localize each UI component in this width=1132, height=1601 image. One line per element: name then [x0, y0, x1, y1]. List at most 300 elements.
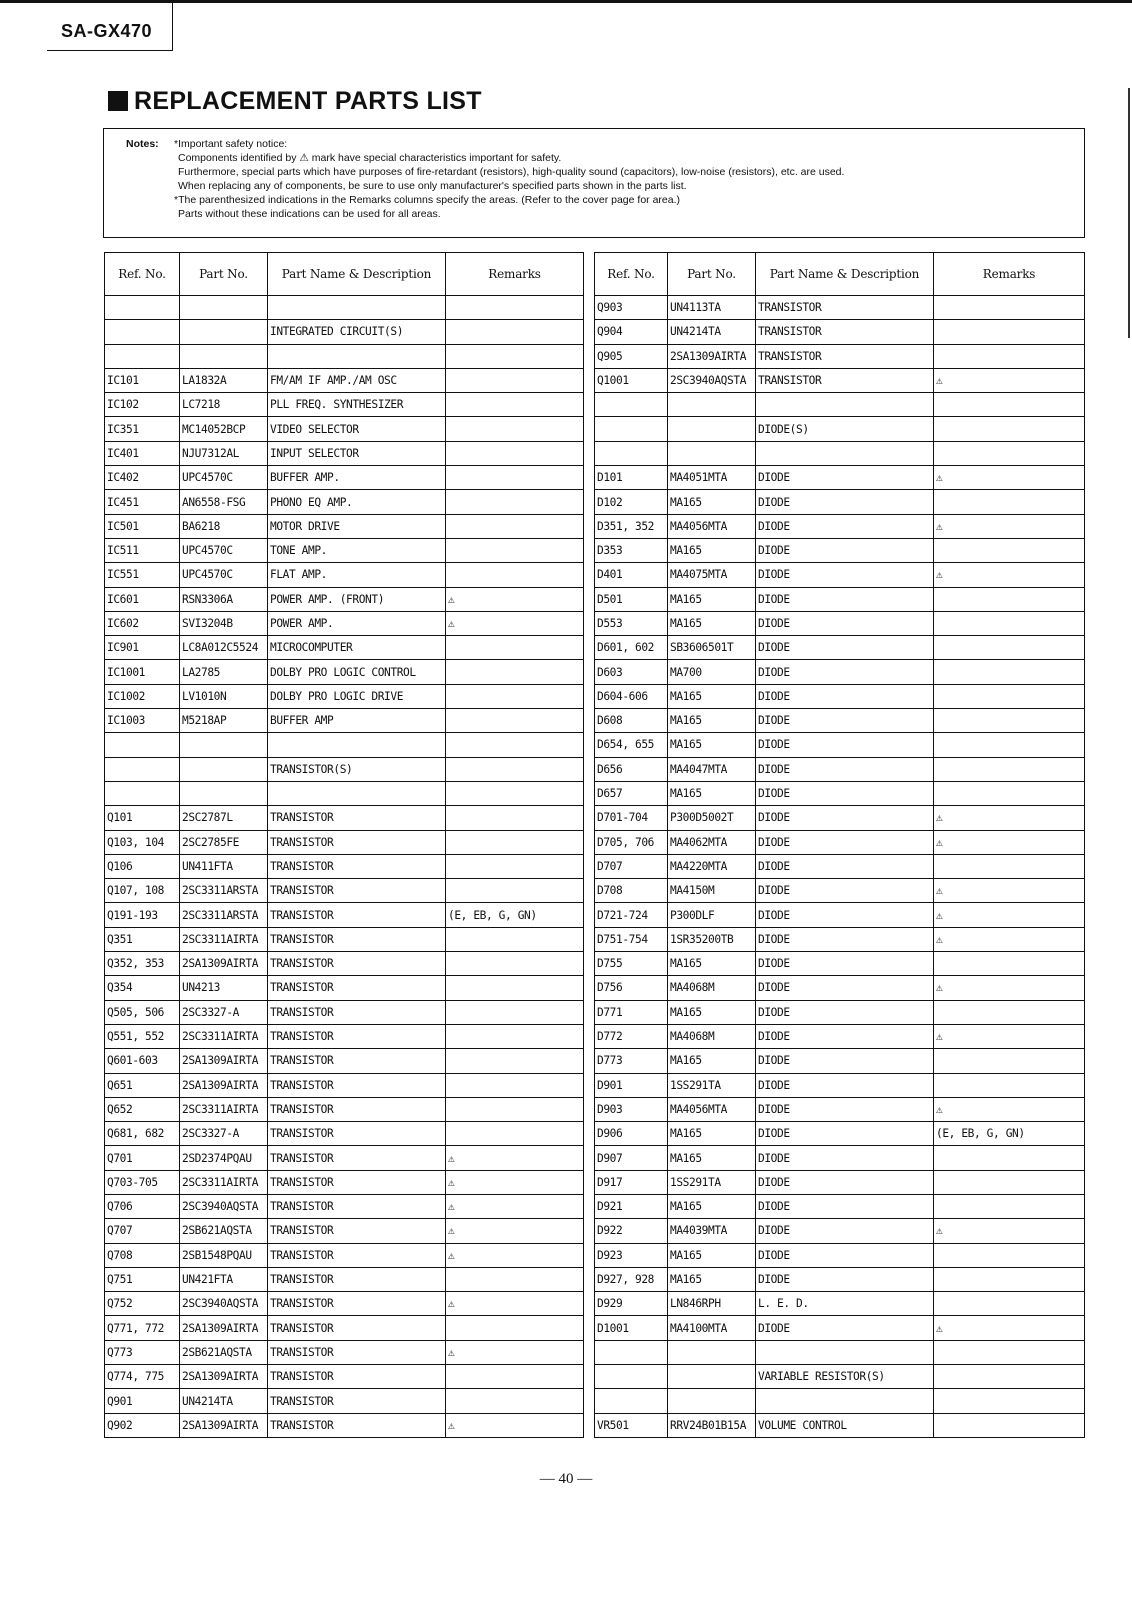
- remarks-cell: (E, EB, G, GN): [446, 903, 584, 927]
- ref-no-cell: [595, 441, 668, 465]
- description-cell: MOTOR DRIVE: [268, 514, 446, 538]
- remarks-cell: [934, 1365, 1085, 1389]
- remarks-cell: [446, 684, 584, 708]
- ref-no-cell: Q101: [105, 806, 180, 830]
- remarks-cell: [934, 344, 1085, 368]
- table-row: [105, 879, 584, 903]
- table-row: [105, 709, 584, 733]
- ref-no-cell: Q1001: [595, 368, 668, 392]
- remarks-cell: [446, 344, 584, 368]
- remarks-cell: [446, 636, 584, 660]
- table-row: [105, 1243, 584, 1267]
- table-row: [105, 1000, 584, 1024]
- ref-no-cell: IC102: [105, 393, 180, 417]
- ref-no-cell: [105, 733, 180, 757]
- description-cell: TRANSISTOR: [268, 1000, 446, 1024]
- col-description: Part Name & Description: [756, 253, 934, 296]
- part-no-cell: LA1832A: [180, 368, 268, 392]
- remarks-cell: [934, 490, 1085, 514]
- remarks-cell: ⚠: [934, 830, 1085, 854]
- part-no-cell: MA4062MTA: [668, 830, 756, 854]
- description-cell: TRANSISTOR: [268, 927, 446, 951]
- col-remarks: Remarks: [934, 253, 1085, 296]
- ref-no-cell: IC602: [105, 611, 180, 635]
- ref-no-cell: [595, 393, 668, 417]
- table-row: [105, 1267, 584, 1291]
- remarks-cell: [934, 733, 1085, 757]
- remarks-cell: ⚠: [446, 1170, 584, 1194]
- description-cell: TRANSISTOR: [268, 1097, 446, 1121]
- table-row: [105, 466, 584, 490]
- description-cell: DIODE: [756, 781, 934, 805]
- ref-no-cell: D907: [595, 1146, 668, 1170]
- table-row: [595, 1316, 1085, 1340]
- part-no-cell: 2SC3311ARSTA: [180, 903, 268, 927]
- ref-no-cell: Q701: [105, 1146, 180, 1170]
- description-cell: TRANSISTOR: [268, 830, 446, 854]
- remarks-cell: ⚠: [934, 927, 1085, 951]
- note-line: When replacing any of components, be sure to use only manufacturer's specified parts shown in the parts list.: [178, 180, 687, 192]
- ref-no-cell: D1001: [595, 1316, 668, 1340]
- table-row: [105, 320, 584, 344]
- ref-no-cell: IC101: [105, 368, 180, 392]
- table-row: [595, 466, 1085, 490]
- part-no-cell: SVI3204B: [180, 611, 268, 635]
- part-no-cell: MA4068M: [668, 1024, 756, 1048]
- table-row: [595, 733, 1085, 757]
- description-cell: INTEGRATED CIRCUIT(S): [268, 320, 446, 344]
- note-line: Parts without these indications can be used for all areas.: [178, 208, 441, 220]
- part-no-cell: AN6558-FSG: [180, 490, 268, 514]
- table-row: [595, 952, 1085, 976]
- part-no-cell: MA165: [668, 1122, 756, 1146]
- ref-no-cell: Q505, 506: [105, 1000, 180, 1024]
- table-row: [105, 368, 584, 392]
- table-row: [595, 903, 1085, 927]
- part-no-cell: MA4051MTA: [668, 466, 756, 490]
- description-cell: DIODE: [756, 709, 934, 733]
- description-cell: TONE AMP.: [268, 538, 446, 562]
- remarks-cell: [446, 1122, 584, 1146]
- part-no-cell: MA165: [668, 1146, 756, 1170]
- remarks-cell: [446, 879, 584, 903]
- description-cell: DIODE: [756, 1267, 934, 1291]
- part-no-cell: BA6218: [180, 514, 268, 538]
- remarks-cell: [446, 1316, 584, 1340]
- description-cell: DIODE: [756, 854, 934, 878]
- remarks-cell: [934, 709, 1085, 733]
- description-cell: FLAT AMP.: [268, 563, 446, 587]
- part-no-cell: LV1010N: [180, 684, 268, 708]
- description-cell: TRANSISTOR: [268, 806, 446, 830]
- table-row: [595, 854, 1085, 878]
- remarks-cell: [446, 757, 584, 781]
- part-no-cell: 2SB621AQSTA: [180, 1340, 268, 1364]
- part-no-cell: MA165: [668, 1049, 756, 1073]
- ref-no-cell: Q103, 104: [105, 830, 180, 854]
- description-cell: PHONO EQ AMP.: [268, 490, 446, 514]
- table-row: [105, 587, 584, 611]
- part-no-cell: MA165: [668, 1000, 756, 1024]
- ref-no-cell: Q706: [105, 1194, 180, 1218]
- ref-no-cell: Q902: [105, 1413, 180, 1437]
- remarks-cell: [934, 1194, 1085, 1218]
- part-no-cell: M5218AP: [180, 709, 268, 733]
- col-part-no: Part No.: [180, 253, 268, 296]
- ref-no-cell: Q191-193: [105, 903, 180, 927]
- part-no-cell: 2SC3327-A: [180, 1000, 268, 1024]
- table-row: [595, 1413, 1085, 1437]
- ref-no-cell: D656: [595, 757, 668, 781]
- remarks-cell: [934, 538, 1085, 562]
- part-no-cell: 1SS291TA: [668, 1170, 756, 1194]
- table-row: [105, 927, 584, 951]
- part-no-cell: P300D5002T: [668, 806, 756, 830]
- ref-no-cell: D755: [595, 952, 668, 976]
- table-row: [595, 660, 1085, 684]
- description-cell: INPUT SELECTOR: [268, 441, 446, 465]
- ref-no-cell: D906: [595, 1122, 668, 1146]
- ref-no-cell: VR501: [595, 1413, 668, 1437]
- remarks-cell: [446, 1389, 584, 1413]
- part-no-cell: MA165: [668, 587, 756, 611]
- table-row: [595, 976, 1085, 1000]
- description-cell: TRANSISTOR: [268, 1049, 446, 1073]
- part-no-cell: UN4214TA: [180, 1389, 268, 1413]
- part-no-cell: UN411FTA: [180, 854, 268, 878]
- remarks-cell: [446, 1049, 584, 1073]
- remarks-cell: [446, 806, 584, 830]
- parts-table-right: [594, 252, 1085, 1438]
- description-cell: DIODE: [756, 538, 934, 562]
- part-no-cell: 1SS291TA: [668, 1073, 756, 1097]
- part-no-cell: MC14052BCP: [180, 417, 268, 441]
- ref-no-cell: D102: [595, 490, 668, 514]
- description-cell: TRANSISTOR: [268, 1389, 446, 1413]
- part-no-cell: MA4075MTA: [668, 563, 756, 587]
- table-row: [595, 1389, 1085, 1413]
- part-no-cell: MA165: [668, 952, 756, 976]
- ref-no-cell: Q707: [105, 1219, 180, 1243]
- part-no-cell: 2SA1309AIRTA: [180, 1073, 268, 1097]
- remarks-cell: ⚠: [934, 903, 1085, 927]
- ref-no-cell: Q708: [105, 1243, 180, 1267]
- description-cell: DIODE: [756, 1122, 934, 1146]
- description-cell: [756, 393, 934, 417]
- remarks-cell: [934, 781, 1085, 805]
- part-no-cell: LN846RPH: [668, 1292, 756, 1316]
- part-no-cell: [668, 1389, 756, 1413]
- table-row: [105, 1413, 584, 1437]
- remarks-cell: [934, 1292, 1085, 1316]
- remarks-cell: [934, 320, 1085, 344]
- part-no-cell: 1SR35200TB: [668, 927, 756, 951]
- description-cell: TRANSISTOR: [268, 1122, 446, 1146]
- table-header-row: [105, 253, 584, 296]
- description-cell: [756, 441, 934, 465]
- table-row: [105, 538, 584, 562]
- table-row: [105, 660, 584, 684]
- description-cell: TRANSISTOR: [756, 320, 934, 344]
- remarks-cell: ⚠: [446, 1146, 584, 1170]
- ref-no-cell: Q651: [105, 1073, 180, 1097]
- part-no-cell: MA165: [668, 490, 756, 514]
- table-row: [595, 490, 1085, 514]
- remarks-cell: [934, 1413, 1085, 1437]
- ref-no-cell: Q551, 552: [105, 1024, 180, 1048]
- remarks-cell: ⚠: [934, 368, 1085, 392]
- part-no-cell: P300DLF: [668, 903, 756, 927]
- table-row: [595, 538, 1085, 562]
- col-ref-no: Ref. No.: [105, 253, 180, 296]
- ref-no-cell: D604-606: [595, 684, 668, 708]
- remarks-cell: [446, 393, 584, 417]
- description-cell: DIODE: [756, 1219, 934, 1243]
- remarks-cell: [446, 1024, 584, 1048]
- description-cell: [268, 781, 446, 805]
- part-no-cell: UPC4570C: [180, 563, 268, 587]
- description-cell: TRANSISTOR: [756, 368, 934, 392]
- ref-no-cell: D101: [595, 466, 668, 490]
- part-no-cell: 2SC3311AIRTA: [180, 1170, 268, 1194]
- ref-no-cell: D553: [595, 611, 668, 635]
- part-no-cell: UN4113TA: [668, 296, 756, 320]
- table-row: [105, 393, 584, 417]
- table-row: [105, 296, 584, 320]
- remarks-cell: [446, 538, 584, 562]
- description-cell: DIODE: [756, 660, 934, 684]
- remarks-cell: [446, 952, 584, 976]
- ref-no-cell: IC601: [105, 587, 180, 611]
- part-no-cell: LC8A012C5524: [180, 636, 268, 660]
- ref-no-cell: [595, 417, 668, 441]
- remarks-cell: [446, 1000, 584, 1024]
- remarks-cell: [934, 441, 1085, 465]
- ref-no-cell: Q652: [105, 1097, 180, 1121]
- description-cell: TRANSISTOR: [268, 1267, 446, 1291]
- description-cell: TRANSISTOR: [268, 1024, 446, 1048]
- ref-no-cell: D751-754: [595, 927, 668, 951]
- part-no-cell: [180, 320, 268, 344]
- part-no-cell: MA165: [668, 781, 756, 805]
- table-row: [105, 514, 584, 538]
- description-cell: TRANSISTOR: [268, 1340, 446, 1364]
- remarks-cell: [934, 1243, 1085, 1267]
- remarks-cell: [446, 441, 584, 465]
- table-row: [105, 1219, 584, 1243]
- description-cell: DIODE: [756, 636, 934, 660]
- table-row: [105, 1097, 584, 1121]
- remarks-cell: ⚠: [934, 563, 1085, 587]
- ref-no-cell: D721-724: [595, 903, 668, 927]
- table-row: [105, 903, 584, 927]
- model-tab: [47, 3, 173, 51]
- ref-no-cell: D756: [595, 976, 668, 1000]
- description-cell: TRANSISTOR: [268, 1146, 446, 1170]
- table-row: [105, 1146, 584, 1170]
- part-no-cell: UPC4570C: [180, 538, 268, 562]
- description-cell: DIODE: [756, 563, 934, 587]
- table-row: [595, 879, 1085, 903]
- table-row: [595, 1365, 1085, 1389]
- table-row: [595, 1170, 1085, 1194]
- table-row: [595, 1049, 1085, 1073]
- table-row: [105, 417, 584, 441]
- table-row: [105, 806, 584, 830]
- ref-no-cell: Q351: [105, 927, 180, 951]
- ref-no-cell: D501: [595, 587, 668, 611]
- section-heading: [108, 86, 482, 116]
- description-cell: PLL FREQ. SYNTHESIZER: [268, 393, 446, 417]
- ref-no-cell: D923: [595, 1243, 668, 1267]
- part-no-cell: [668, 1365, 756, 1389]
- table-row: [595, 1122, 1085, 1146]
- parts-rows-left: [105, 296, 584, 1438]
- part-no-cell: MA4056MTA: [668, 514, 756, 538]
- part-no-cell: SB3606501T: [668, 636, 756, 660]
- table-row: [595, 1000, 1085, 1024]
- notes-label: Notes:: [126, 138, 159, 150]
- description-cell: TRANSISTOR: [756, 344, 934, 368]
- table-row: [595, 393, 1085, 417]
- remarks-cell: ⚠: [934, 1097, 1085, 1121]
- part-no-cell: UN421FTA: [180, 1267, 268, 1291]
- remarks-cell: [934, 1049, 1085, 1073]
- part-no-cell: MA165: [668, 611, 756, 635]
- description-cell: BUFFER AMP.: [268, 466, 446, 490]
- table-header-row: [595, 253, 1085, 296]
- description-cell: DIODE: [756, 1146, 934, 1170]
- ref-no-cell: [595, 1365, 668, 1389]
- table-row: [595, 757, 1085, 781]
- ref-no-cell: Q601-603: [105, 1049, 180, 1073]
- remarks-cell: ⚠: [934, 879, 1085, 903]
- part-no-cell: 2SB621AQSTA: [180, 1219, 268, 1243]
- ref-no-cell: [105, 296, 180, 320]
- table-row: [105, 1340, 584, 1364]
- ref-no-cell: Q354: [105, 976, 180, 1000]
- remarks-cell: [446, 976, 584, 1000]
- remarks-cell: [446, 854, 584, 878]
- description-cell: [268, 296, 446, 320]
- part-no-cell: RSN3306A: [180, 587, 268, 611]
- remarks-cell: [934, 1340, 1085, 1364]
- remarks-cell: [446, 660, 584, 684]
- part-no-cell: 2SD2374PQAU: [180, 1146, 268, 1170]
- ref-no-cell: [105, 781, 180, 805]
- note-line: Components identified by ⚠ mark have special characteristics important for safety.: [178, 152, 562, 164]
- description-cell: DIODE: [756, 879, 934, 903]
- part-no-cell: MA165: [668, 1194, 756, 1218]
- part-no-cell: [180, 344, 268, 368]
- remarks-cell: [934, 952, 1085, 976]
- table-row: [595, 806, 1085, 830]
- table-row: [595, 563, 1085, 587]
- part-no-cell: UN4214TA: [668, 320, 756, 344]
- remarks-cell: [934, 757, 1085, 781]
- ref-no-cell: D705, 706: [595, 830, 668, 854]
- ref-no-cell: D353: [595, 538, 668, 562]
- remarks-cell: [934, 296, 1085, 320]
- ref-no-cell: D921: [595, 1194, 668, 1218]
- part-no-cell: MA4056MTA: [668, 1097, 756, 1121]
- remarks-cell: [934, 417, 1085, 441]
- remarks-cell: [446, 466, 584, 490]
- part-no-cell: MA4150M: [668, 879, 756, 903]
- description-cell: DIODE: [756, 927, 934, 951]
- description-cell: DIODE: [756, 1194, 934, 1218]
- description-cell: DIODE: [756, 903, 934, 927]
- part-no-cell: 2SA1309AIRTA: [180, 1316, 268, 1340]
- ref-no-cell: Q352, 353: [105, 952, 180, 976]
- description-cell: DIODE: [756, 684, 934, 708]
- ref-no-cell: IC1003: [105, 709, 180, 733]
- remarks-cell: [446, 417, 584, 441]
- table-row: [105, 1073, 584, 1097]
- part-no-cell: MA4039MTA: [668, 1219, 756, 1243]
- ref-no-cell: Q774, 775: [105, 1365, 180, 1389]
- table-row: [595, 1194, 1085, 1218]
- description-cell: L. E. D.: [756, 1292, 934, 1316]
- description-cell: TRANSISTOR: [268, 1073, 446, 1097]
- col-part-no: Part No.: [668, 253, 756, 296]
- remarks-cell: ⚠: [446, 1194, 584, 1218]
- remarks-cell: [934, 1073, 1085, 1097]
- part-no-cell: 2SA1309AIRTA: [180, 1365, 268, 1389]
- note-line: Furthermore, special parts which have purposes of fire-retardant (resistors), high-quality sound (capacitors), low-noise (resistors), etc. are used.: [178, 166, 845, 178]
- remarks-cell: [934, 1267, 1085, 1291]
- table-row: [105, 611, 584, 635]
- table-row: [595, 636, 1085, 660]
- part-no-cell: 2SC3940AQSTA: [180, 1292, 268, 1316]
- model-number: SA-GX470: [61, 21, 153, 41]
- table-row: [105, 1024, 584, 1048]
- table-row: [595, 1146, 1085, 1170]
- ref-no-cell: D351, 352: [595, 514, 668, 538]
- table-row: [595, 417, 1085, 441]
- table-row: [105, 854, 584, 878]
- ref-no-cell: IC551: [105, 563, 180, 587]
- ref-no-cell: D708: [595, 879, 668, 903]
- table-row: [595, 296, 1085, 320]
- part-no-cell: UPC4570C: [180, 466, 268, 490]
- description-cell: TRANSISTOR: [268, 1243, 446, 1267]
- description-cell: TRANSISTOR: [756, 296, 934, 320]
- ref-no-cell: Q903: [595, 296, 668, 320]
- part-no-cell: 2SC2785FE: [180, 830, 268, 854]
- note-line: *The parenthesized indications in the Remarks columns specify the areas. (Refer to the cover page for area.): [174, 194, 681, 206]
- description-cell: TRANSISTOR: [268, 976, 446, 1000]
- description-cell: [756, 1340, 934, 1364]
- part-no-cell: 2SC3311AIRTA: [180, 1097, 268, 1121]
- remarks-cell: [446, 490, 584, 514]
- part-no-cell: 2SA1309AIRTA: [668, 344, 756, 368]
- ref-no-cell: D601, 602: [595, 636, 668, 660]
- description-cell: [268, 344, 446, 368]
- remarks-cell: [446, 514, 584, 538]
- table-row: [595, 320, 1085, 344]
- part-no-cell: LC7218: [180, 393, 268, 417]
- remarks-cell: [934, 1000, 1085, 1024]
- table-row: [595, 781, 1085, 805]
- description-cell: DIODE: [756, 976, 934, 1000]
- remarks-cell: ⚠: [934, 976, 1085, 1000]
- description-cell: DIODE: [756, 1049, 934, 1073]
- remarks-cell: ⚠: [446, 611, 584, 635]
- description-cell: VIDEO SELECTOR: [268, 417, 446, 441]
- part-no-cell: MA165: [668, 733, 756, 757]
- table-row: [595, 1219, 1085, 1243]
